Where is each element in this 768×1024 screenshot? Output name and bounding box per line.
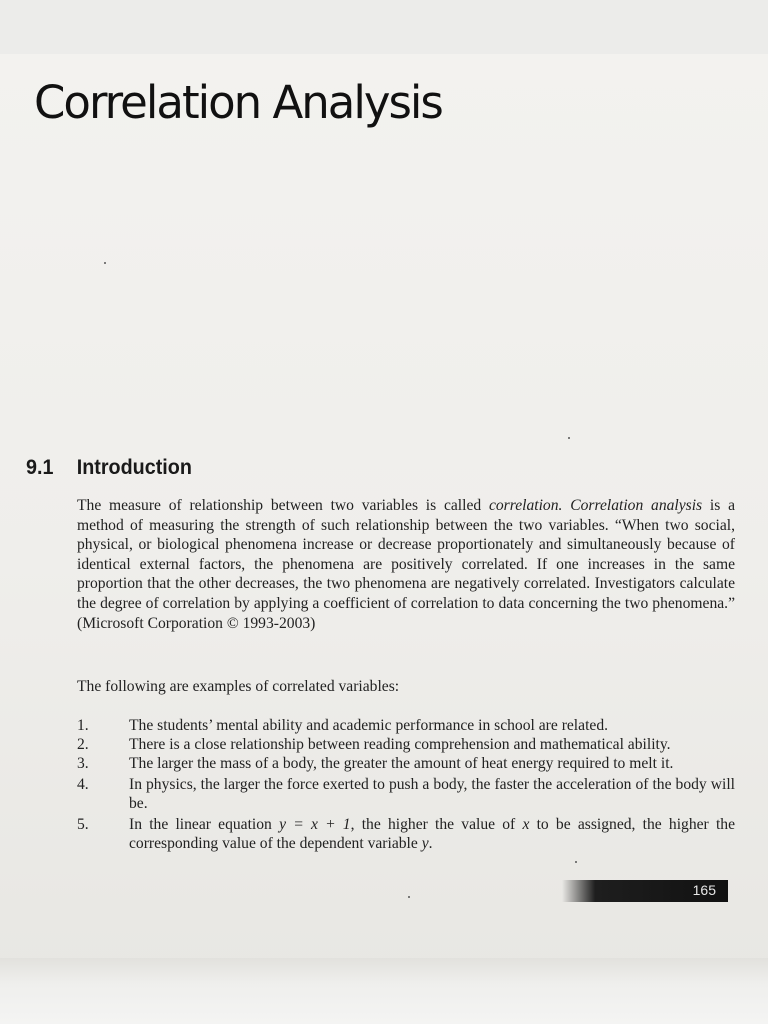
intro-text: is a method of measuring the strength of such relationship between the two variables. “When two social, physical, or biological phenomena increase or decrease proportionately and simultaneously because of identical external factors, the phenomena are positively correlated. If one increases in the same proportion that the other decreases, the two phenomena are negatively correlated. Investigators calculate the degree of correlation by applying a coefficient of correlation to data concerning the two phenomena.” (Microsoft Corporation © 1993-2003) [77,497,735,632]
examples-lead: The following are examples of correlated variables: [77,678,400,695]
section-heading [26,456,192,480]
print-speck [568,437,570,439]
equation-tail-text: to be assigned, the higher the corresponding value of the dependent variable [129,816,736,852]
list-item [77,716,735,735]
page-number: 165 [692,882,716,898]
list-item [77,735,735,754]
list-item [77,754,735,773]
list-item-text [129,816,735,852]
list-item-number: 5. [77,816,89,833]
page-bottom-edge [0,958,768,1024]
linear-equation: y = x + 1 [279,816,351,833]
page-number-bar [562,880,728,902]
term-correlation-analysis: Correlation analysis [570,497,703,514]
equation-mid-text: , the higher the value of [350,816,523,833]
list-item-text: The students’ mental ability and academic performance in school are related. [129,717,609,734]
list-item [77,775,735,813]
example-list [77,716,735,853]
list-item-text: In physics, the larger the force exerted to push a body, the faster the acceleration of the body will be. [129,776,735,812]
intro-text: The measure of relationship between two variables is called [77,497,489,514]
print-speck [575,861,577,863]
list-item-number: 4. [77,776,89,793]
list-item-number: 3. [77,755,89,772]
variable-y: y [421,835,429,852]
section-title: Introduction [76,456,192,479]
list-item-text: The larger the mass of a body, the greater the amount of heat energy required to melt it. [129,755,674,772]
list-item-text: There is a close relationship between reading comprehension and mathematical ability. [129,736,671,753]
print-speck [104,262,106,264]
section-number: 9.1 [26,456,54,479]
equation-end-text: . [428,835,433,852]
intro-paragraph [77,496,735,633]
variable-x: x [522,816,530,833]
list-item-number: 2. [77,736,89,753]
print-speck [408,896,410,898]
chapter-title: Correlation Analysis [34,76,442,129]
list-item-number: 1. [77,717,89,734]
equation-lead-text: In the linear equation [129,816,280,833]
list-item [77,815,735,853]
term-correlation: correlation. [488,497,563,514]
